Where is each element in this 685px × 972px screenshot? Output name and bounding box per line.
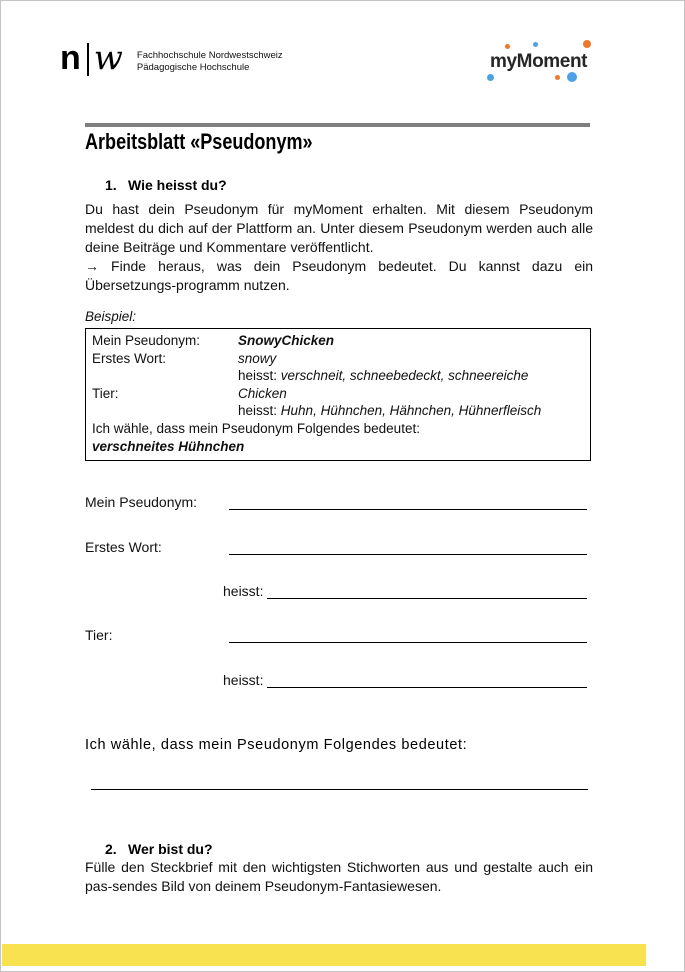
example-row-animal-meaning <box>92 402 584 420</box>
writing-line-pseudonym <box>229 493 587 510</box>
example-spacer <box>92 367 238 385</box>
example-means-prefix-1: heisst: <box>238 368 278 384</box>
fhnw-name-line1: Fachhochschule Nordwestschweiz <box>136 50 283 61</box>
example-label: Beispiel: <box>85 309 137 324</box>
form-pseudonym-label: Mein Pseudonym: <box>85 494 198 510</box>
form-choice-label: Ich wähle, dass mein Pseudonym Folgendes bedeutet: <box>85 737 468 753</box>
example-animal-meanings: Huhn, Hühnchen, Hähnchen, Hühnerfleisch <box>280 403 542 419</box>
section1-paragraph2: → Finde heraus, was dein Pseudonym bedeutet. Du kannst dazu ein Übersetzungs-programm nutzen. <box>85 258 593 293</box>
example-animal-label: Tier: <box>92 385 119 401</box>
example-row-pseudonym <box>92 332 584 350</box>
form-animal-label: Tier: <box>85 627 113 643</box>
fhnw-name-line2: Pädagogische Hochschule <box>136 61 250 73</box>
fhnw-logo-text <box>137 43 283 73</box>
page-title-text: Arbeitsblatt «Pseudonym» <box>85 129 313 154</box>
section2-number: 2. <box>105 841 117 857</box>
example-animal-meaning <box>238 402 541 420</box>
example-choice-label: Ich wähle, dass mein Pseudonym Folgendes bedeutet: <box>92 420 420 436</box>
section2-body: Fülle den Steckbrief mit den wichtigsten Stichworten aus und gestalte auch ein pas-sendes Bild von deinem Pseudonym-Fantasiewesen. <box>85 859 593 894</box>
logo-dot-blue-3 <box>567 72 577 82</box>
mymoment-logo <box>483 37 598 83</box>
logo-dot-blue-2 <box>487 74 494 81</box>
writing-line-first-word-meaning <box>267 582 587 599</box>
form-field-first-word <box>85 538 587 555</box>
writing-line-first-word <box>229 538 587 555</box>
section1-heading <box>105 177 227 193</box>
form-field-animal-meaning <box>223 671 587 688</box>
example-row-first-word-meaning <box>92 367 584 385</box>
form-field-pseudonym <box>85 493 587 510</box>
logo-dot-orange-1 <box>505 44 510 49</box>
fhnw-logo-w: w <box>93 38 123 78</box>
form-means-label-1: heisst: <box>223 583 264 599</box>
footer-highlight-bar <box>2 944 646 966</box>
fhnw-logo-n: n <box>60 39 80 77</box>
example-row-animal <box>92 385 584 403</box>
example-pseudonym-label: Mein Pseudonym: <box>92 333 201 348</box>
example-spacer <box>92 402 238 420</box>
example-first-word-meaning <box>238 367 528 385</box>
form-means-label-2: heisst: <box>223 672 264 688</box>
example-pseudonym-value: SnowyChicken <box>238 333 335 348</box>
mymoment-logo-text: myMoment <box>490 51 588 72</box>
section1-number: 1. <box>105 177 117 193</box>
form-field-animal <box>85 626 587 643</box>
writing-line-animal-meaning <box>267 671 587 688</box>
example-box <box>85 328 591 461</box>
fhnw-logo-divider <box>87 43 89 76</box>
example-first-word-value: snowy <box>238 350 277 366</box>
example-first-word-meanings: verschneit, schneebedeckt, schneereiche <box>280 368 529 384</box>
fhnw-logo <box>60 38 283 78</box>
section2-heading <box>105 841 213 857</box>
form-field-first-word-meaning <box>223 582 587 599</box>
page-title <box>85 130 363 154</box>
writing-line-animal <box>229 626 587 643</box>
example-choice-value: verschneites Hühnchen <box>92 438 245 454</box>
form-first-word-label: Erstes Wort: <box>85 539 162 555</box>
title-rule <box>85 123 590 127</box>
writing-line-choice <box>91 773 588 790</box>
section1-paragraph1: Du hast dein Pseudonym für myMoment erhalten. Mit diesem Pseudonym meldest du dich auf der Plattform an. Unter diesem Pseudonym werden auch alle deine Beiträge und Kommentare veröffentlicht. <box>85 201 593 255</box>
example-animal-value: Chicken <box>238 385 287 401</box>
example-row-first-word <box>92 350 584 368</box>
example-means-prefix-2: heisst: <box>238 403 278 419</box>
section1-heading-text: Wie heisst du? <box>128 177 227 193</box>
example-first-word-label: Erstes Wort: <box>92 350 167 366</box>
logo-dot-orange-3 <box>555 75 560 80</box>
logo-dot-blue-1 <box>533 42 538 47</box>
logo-dot-orange-2 <box>583 40 591 48</box>
section2-heading-text: Wer bist du? <box>128 841 213 857</box>
